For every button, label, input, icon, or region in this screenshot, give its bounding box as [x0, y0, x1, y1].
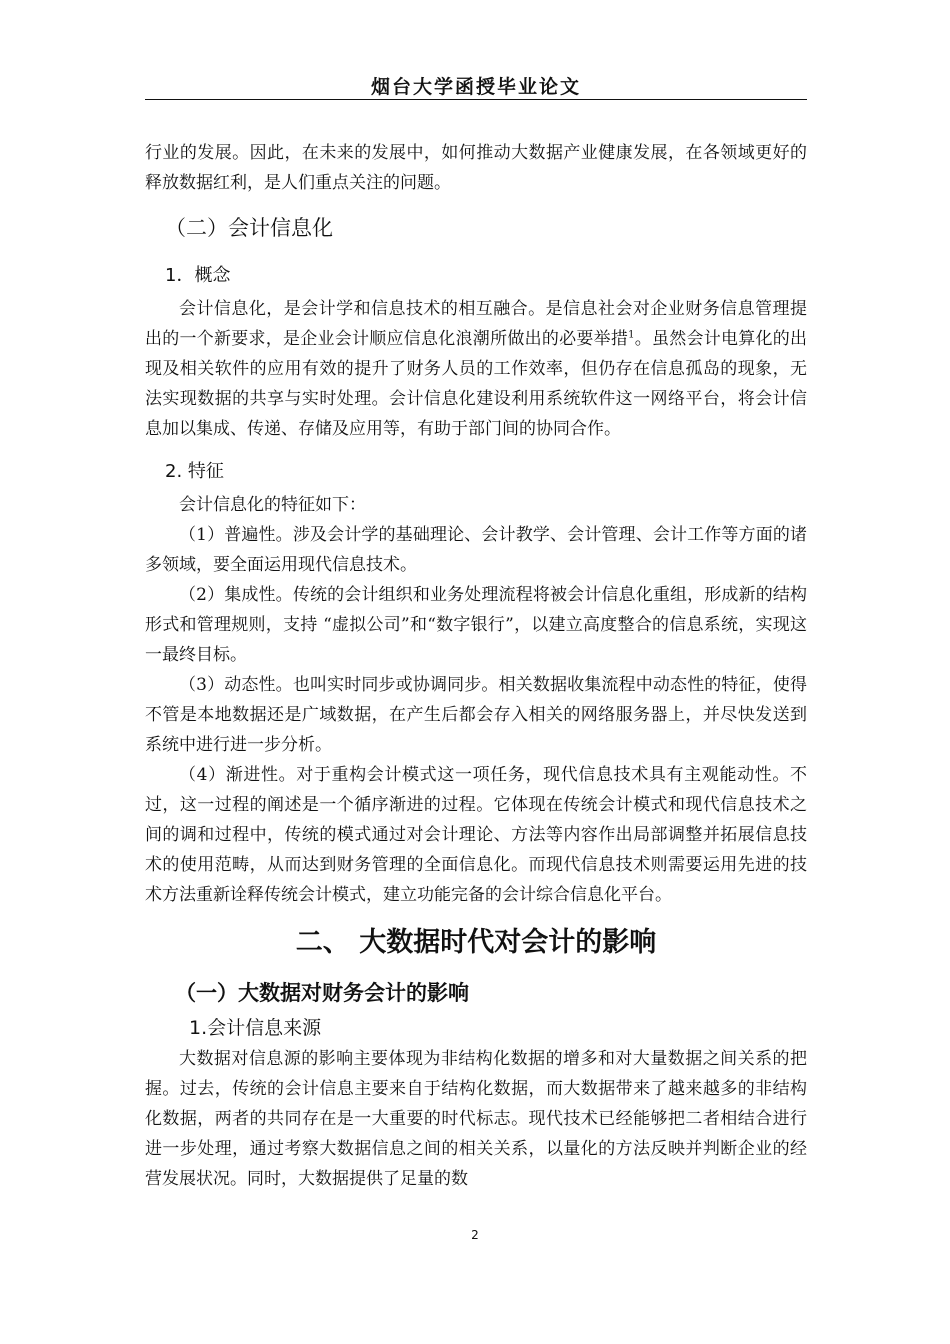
feature-item: （3）动态性。也叫实时同步或协调同步。相关数据收集流程中动态性的特征，使得不管是本地数据还是广域数据，在产生后都会存入相关的网络服务器上，并尽快发送到系统中进行进一步分析。 — [145, 675, 807, 755]
feature-item: （4）渐进性。对于重构会计模式这一项任务，现代信息技术具有主观能动性。不过，这一过程的阐述是一个循序渐进的过程。它体现在传统会计模式和现代信息技术之间的调和过程中，传统的模式通过对会计理论、方法等内容作出局部调整并拓展信息技术的使用范畴，从而达到财务管理的全面信息化。而现代信息技术则需要运用先进的技术方法重新诠释传统会计模式，建立功能完备的会计综合信息化平台。 — [145, 765, 807, 905]
subheading-features: 2. 特征 — [165, 461, 224, 482]
subheading-concept: 1．概念 — [165, 265, 231, 286]
features-intro: 会计信息化的特征如下： — [179, 495, 366, 515]
section-heading-financial-accounting: （一）大数据对财务会计的影响 — [175, 981, 469, 1005]
feature-item: （2）集成性。传统的会计组织和业务处理流程将被会计信息化重组，形成新的结构形式和管理规则，支持 “虚拟公司”和“数字银行”，以建立高度整合的信息系统，实现这一最终目标。 — [145, 585, 807, 665]
document-body — [145, 138, 807, 1194]
concept-text-b: 。虽然会计电算化的出现及相关软件的应用有效的提升了财务人员的工作效率，但仍存在信息孤岛的现象，无法实现数据的共享与实时处理。会计信息化建设利用系统软件这一网络平台，将会计信息加以集成、传递、存储及应用等，有助于部门间的协同合作。 — [145, 329, 808, 439]
intro-paragraph: 行业的发展。因此，在未来的发展中，如何推动大数据产业健康发展，在各领域更好的释放数据红利，是人们重点关注的问题。 — [145, 143, 807, 193]
feature-item: （1）普遍性。涉及会计学的基础理论、会计教学、会计管理、会计工作等方面的诸多领域，要全面运用现代信息技术。 — [145, 525, 807, 575]
header-divider — [145, 99, 807, 100]
footnote-marker: 1 — [628, 329, 635, 341]
section-heading-accounting-informatization: （二）会计信息化 — [165, 216, 333, 240]
document-header-title: 烟台大学函授毕业论文 — [370, 76, 581, 98]
chapter-heading: 二、 大数据时代对会计的影响 — [295, 927, 657, 958]
subheading-information-source: 1.会计信息来源 — [189, 1017, 322, 1039]
information-source-paragraph: 大数据对信息源的影响主要体现为非结构化数据的增多和对大量数据之间关系的把握。过去，传统的会计信息主要来自于结构化数据，而大数据带来了越来越多的非结构化数据，两者的共同存在是一大重要的时代标志。现代技术已经能够把二者相结合进行进一步处理，通过考察大数据信息之间的相关关系，以量化的方法反映并判断企业的经营发展状况。同时，大数据提供了足量的数 — [145, 1049, 807, 1189]
concept-text-a: 会计信息化，是会计学和信息技术的相互融合。是信息社会对企业财务信息管理提出的一个新要求，是企业会计顺应信息化浪潮所做出的必要举措 — [145, 299, 807, 349]
concept-paragraph — [145, 294, 807, 444]
page-number: 2 — [471, 1228, 479, 1242]
